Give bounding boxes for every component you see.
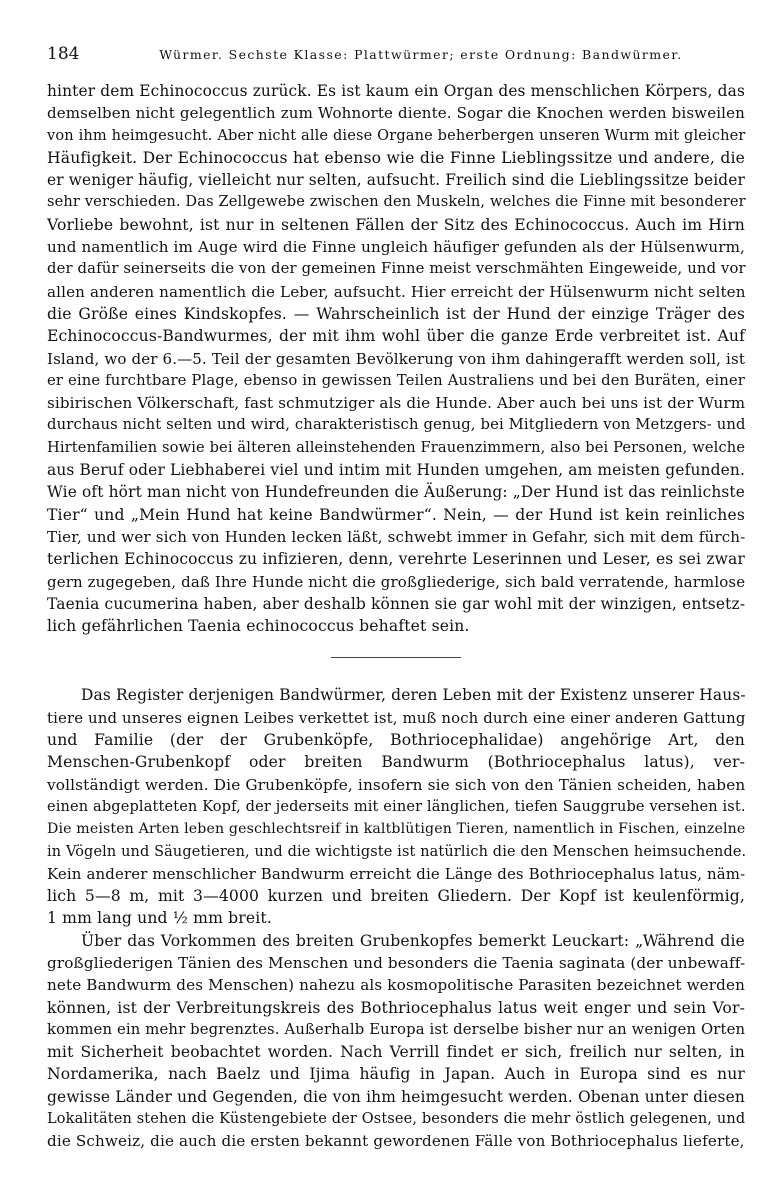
text-line: vollständigt werden. Die Grubenköpfe, insofern sie sich von den Tänien scheiden, haben	[47, 775, 746, 794]
text-line: Tier“ und „Mein Hund hat keine Bandwürmer“. Nein, — der Hund ist kein reinliches	[47, 505, 745, 524]
text-line: 1 mm lang und ½ mm breit.	[47, 909, 272, 928]
text-line: Vorliebe bewohnt, ist nur in seltenen Fällen der Sitz des Echinococcus. Auch im Hirn	[47, 215, 745, 234]
text-line: er weniger häufig, vielleicht nur selten, aufsucht. Freilich sind die Lieblingssitze beider	[47, 171, 746, 190]
text-line: er eine furchtbare Plage, ebenso in gewissen Teilen Australiens und bei den Buräten, einer	[47, 371, 745, 389]
text-line: gewisse Länder und Gegenden, die von ihm heimgesucht werden. Obenan unter diesen	[47, 1087, 745, 1106]
text-line: Island, wo der 6.—5. Teil der gesamten Bevölkerung von ihm dahingerafft werden soll, ist	[47, 349, 745, 368]
paragraph-leuckart-quote	[47, 930, 745, 1153]
text-line: großgliederigen Tänien des Menschen und besonders die Taenia saginata (der unbewaff-	[47, 953, 746, 972]
text-line: durchaus nicht selten und wird, charakteristisch genug, bei Mitgliedern von Metzgers- und	[47, 416, 746, 434]
text-line: und namentlich im Auge wird die Finne ungleich häufiger gefunden als der Hülsenwurm,	[47, 238, 745, 257]
text-line: allen anderen namentlich die Leber, aufsucht. Hier erreicht der Hülsenwurm nicht selten	[47, 282, 746, 301]
text-line: Tier, und wer sich von Hunden lecken läßt, schwebt immer in Gefahr, sich mit dem fürch-	[47, 527, 746, 546]
text-line: terlichen Echinococcus zu infizieren, denn, verehrte Leserinnen und Leser, es sei zwar	[47, 550, 745, 569]
page-header	[47, 44, 745, 70]
text-line: lich 5—8 m, mit 3—4000 kurzen und breiten Gliedern. Der Kopf ist keulenförmig,	[47, 887, 745, 906]
text-line: Taenia cucumerina haben, aber deshalb können sie gar wohl mit der winzigen, entsetz-	[47, 594, 746, 613]
text-line: sehr verschieden. Das Zellgewebe zwischen den Muskeln, welches die Finne mit besonderer	[47, 193, 746, 211]
text-line: Über das Vorkommen des breiten Grubenkopfes bemerkt Leuckart: „Während die	[81, 931, 745, 950]
text-line: einen abgeplatteten Kopf, der jederseits mit einer länglichen, tiefen Sauggrube versehen ist.	[47, 798, 746, 815]
text-line: Die meisten Arten leben geschlechtsreif in kaltblütigen Tieren, namentlich in Fischen, einzelne	[47, 821, 746, 838]
text-line: Nordamerika, nach Baelz und Ijima häufig in Japan. Auch in Europa sind es nur	[47, 1065, 745, 1084]
text-line: Das Register derjenigen Bandwürmer, deren Leben mit der Existenz unserer Haus-	[81, 686, 746, 705]
text-line: und Familie (der der Grubenköpfe, Bothriocephalidae) angehörige Art, den	[47, 731, 745, 750]
text-line: gern zugegeben, daß Ihre Hunde nicht die großgliederige, sich bald verratende, harmlose	[47, 572, 746, 591]
running-head: Würmer. Sechste Klasse: Plattwürmer; erste Ordnung: Bandwürmer.	[159, 47, 683, 62]
text-line: Kein anderer menschlicher Bandwurm erreicht die Länge des Bothriocephalus latus, näm-	[47, 864, 746, 883]
page-number: 184	[47, 44, 80, 64]
text-line: hinter dem Echinococcus zurück. Es ist kaum ein Organ des menschlichen Körpers, das	[47, 82, 745, 100]
text-line: Menschen-Grubenkopf oder breiten Bandwurm (Bothriocephalus latus), ver-	[47, 753, 745, 772]
text-line: sibirischen Völkerschaft, fast schmutziger als die Hunde. Aber auch bei uns ist der Wurm	[47, 394, 746, 413]
text-line: von ihm heimgesucht. Aber nicht alle diese Organe beherbergen unseren Wurm mit gleicher	[47, 126, 746, 144]
text-line: können, ist der Verbreitungskreis des Bothriocephalus latus weit enger und sein Vor-	[47, 998, 745, 1017]
text-line: demselben nicht gelegentlich zum Wohnorte diente. Sogar die Knochen werden bisweilen	[47, 104, 745, 123]
text-line: Häufigkeit. Der Echinococcus hat ebenso wie die Finne Lieblingssitze und andere, die	[47, 148, 745, 167]
text-line: aus Beruf oder Liebhaberei viel und intim mit Hunden umgehen, am meisten gefunden.	[47, 461, 745, 480]
section-divider	[331, 657, 461, 658]
text-line: kommen ein mehr begrenztes. Außerhalb Europa ist derselbe bisher nur an wenigen Orten	[47, 1020, 746, 1038]
text-line: in Vögeln und Säugetieren, und die wichtigste ist natürlich die den Menschen heimsuchende.	[47, 843, 747, 860]
text-line: lich gefährlichen Taenia echinococcus behaftet sein.	[47, 617, 470, 636]
paragraph-echinococcus	[47, 80, 745, 637]
text-line: die Größe eines Kindskopfes. — Wahrscheinlich ist der Hund der einzige Träger des	[47, 304, 745, 323]
text-line: Hirtenfamilien sowie bei älteren alleinstehenden Frauenzimmern, also bei Personen, welche	[47, 438, 746, 456]
text-line: Wie oft hört man nicht von Hundefreunden die Äußerung: „Der Hund ist das reinlichste	[47, 483, 745, 502]
text-line: der dafür seinerseits die von der gemeinen Finne meist verschmähten Eingeweide, und vor	[47, 260, 746, 278]
text-line: Echinococcus-Bandwurmes, der mit ihm wohl über die ganze Erde verbreitet ist. Auf	[47, 327, 745, 346]
text-line: die Schweiz, die auch die ersten bekannt gewordenen Fälle von Bothriocephalus lieferte,	[47, 1132, 745, 1151]
text-line: Lokalitäten stehen die Küstengebiete der Ostsee, besonders die mehr östlich gelegenen, und	[47, 1111, 746, 1128]
paragraph-bothriocephalus	[47, 684, 745, 929]
text-line: nete Bandwurm des Menschen) nahezu als kosmopolitische Parasiten bezeichnet werden	[47, 976, 745, 995]
text-line: tiere und unseres eignen Leibes verkettet ist, muß noch durch eine einer anderen Gattung	[47, 708, 746, 727]
text-line: mit Sicherheit beobachtet worden. Nach Verrill findet er sich, freilich nur selten, in	[47, 1043, 745, 1062]
